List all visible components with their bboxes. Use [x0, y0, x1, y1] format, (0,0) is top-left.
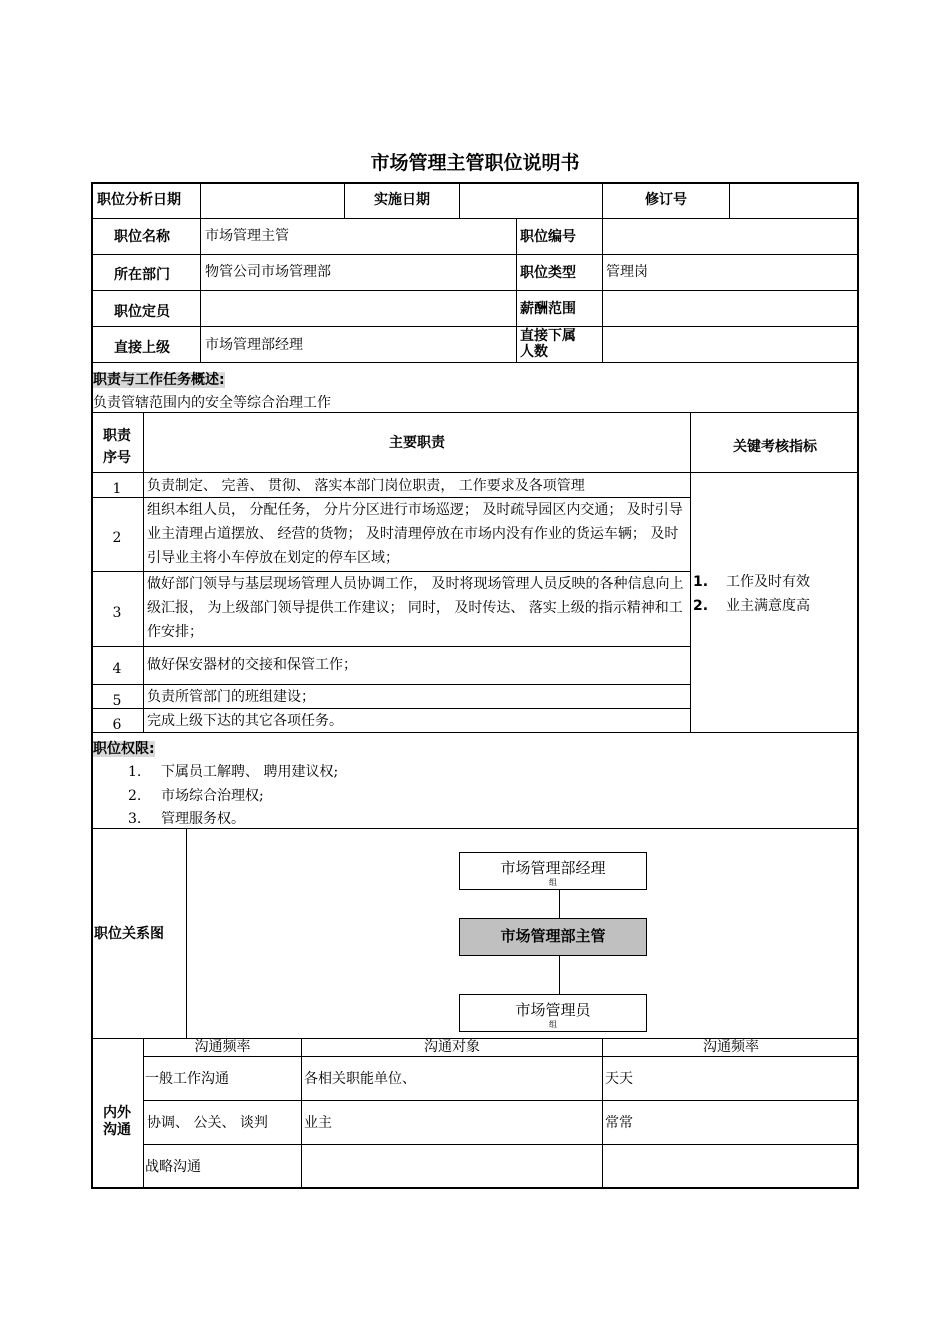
analysis-date-label: 职位分析日期	[97, 192, 181, 208]
salary-label: 薪酬范围	[520, 301, 576, 317]
comm-target: 各相关职能单位、	[304, 1071, 416, 1087]
duty-seq-header: 职责 序号	[103, 428, 131, 466]
authority-no: 2.	[128, 788, 142, 804]
authority-label: 职位权限:	[93, 741, 155, 757]
comm-type: 协调、 公关、 谈判	[147, 1115, 268, 1131]
duty-no: 4	[112, 661, 122, 677]
duty-no: 1	[112, 481, 122, 497]
page-title: 市场管理主管职位说明书	[370, 152, 580, 174]
duty-text: 做好保安器材的交接和保管工作；	[147, 657, 357, 673]
job-title-label: 职位名称	[114, 229, 170, 245]
summary-text: 负责管辖范围内的安全等综合治理工作	[93, 395, 331, 411]
summary-label: 职责与工作任务概述:	[93, 372, 225, 388]
kpi-text: 业主满意度高	[726, 598, 810, 614]
comm-col-frequency: 沟通频率	[194, 1039, 251, 1055]
comm-col-frequency-2: 沟通频率	[703, 1039, 759, 1055]
kpi-header: 关键考核指标	[733, 439, 817, 455]
duty-no: 6	[112, 717, 122, 733]
duty-text: 完成上级下达的其它各项任务。	[147, 713, 343, 729]
communication-label: 内外 沟通	[103, 1105, 131, 1138]
comm-target: 业主	[304, 1115, 332, 1131]
department-value: 物管公司市场管理部	[205, 264, 331, 280]
kpi-no: 2.	[693, 598, 709, 614]
duty-text: 组织本组人员， 分配任务， 分片分区进行市场巡逻； 及时疏导园区内交通； 及时引导业主清理占道摆放、 经营的货物； 及时清理停放在市场内没有作业的货运车辆； 及时引导业主将小车停放在划定的停车区域；	[147, 502, 683, 566]
duty-text: 做好部门领导与基层现场管理人员协调工作， 及时将现场管理人员反映的各种信息向上级汇报， 为上级部门领导提供工作建议； 同时， 及时传达、 落实上级的指示精神和工作安排；	[147, 576, 684, 640]
job-title-value: 市场管理主管	[205, 228, 289, 244]
duty-no: 5	[112, 693, 122, 709]
job-type-value: 管理岗	[606, 264, 648, 280]
org-box-staff: 市场管理员 组	[459, 994, 647, 1032]
relation-label: 职位关系图	[94, 926, 164, 942]
headcount-label: 职位定员	[114, 304, 170, 320]
duty-text: 负责制定、 完善、 贯彻、 落实本部门岗位职责， 工作要求及各项管理	[147, 478, 585, 494]
comm-type: 战略沟通	[145, 1159, 201, 1175]
superior-label: 直接上级	[114, 340, 170, 356]
org-box-manager: 市场管理部经理 组	[459, 852, 647, 890]
authority-no: 1.	[128, 764, 142, 780]
duty-no: 3	[112, 605, 122, 621]
duty-no: 2	[112, 530, 122, 546]
duty-text: 负责所管部门的班组建设；	[147, 689, 315, 705]
authority-text: 下属员工解聘、 聘用建议权;	[161, 764, 339, 780]
job-type-label: 职位类型	[520, 265, 576, 281]
kpi-text: 工作及时有效	[726, 574, 810, 590]
authority-text: 市场综合治理权;	[161, 788, 264, 804]
subordinates-label: 直接下属 人数	[520, 328, 576, 360]
comm-type: 一般工作沟通	[145, 1071, 229, 1087]
superior-value: 市场管理部经理	[205, 337, 303, 353]
comm-frequency: 天天	[605, 1071, 633, 1087]
department-label: 所在部门	[114, 267, 170, 283]
impl-date-label: 实施日期	[374, 192, 430, 208]
kpi-no: 1.	[693, 574, 709, 590]
job-code-label: 职位编号	[520, 229, 576, 245]
comm-frequency: 常常	[605, 1115, 633, 1131]
authority-no: 3.	[128, 811, 142, 827]
comm-col-target: 沟通对象	[424, 1039, 480, 1055]
authority-text: 管理服务权。	[161, 811, 245, 827]
main-duty-header: 主要职责	[389, 435, 445, 451]
revision-label: 修订号	[645, 192, 687, 208]
org-box-current-position: 市场管理部主管	[459, 918, 647, 956]
